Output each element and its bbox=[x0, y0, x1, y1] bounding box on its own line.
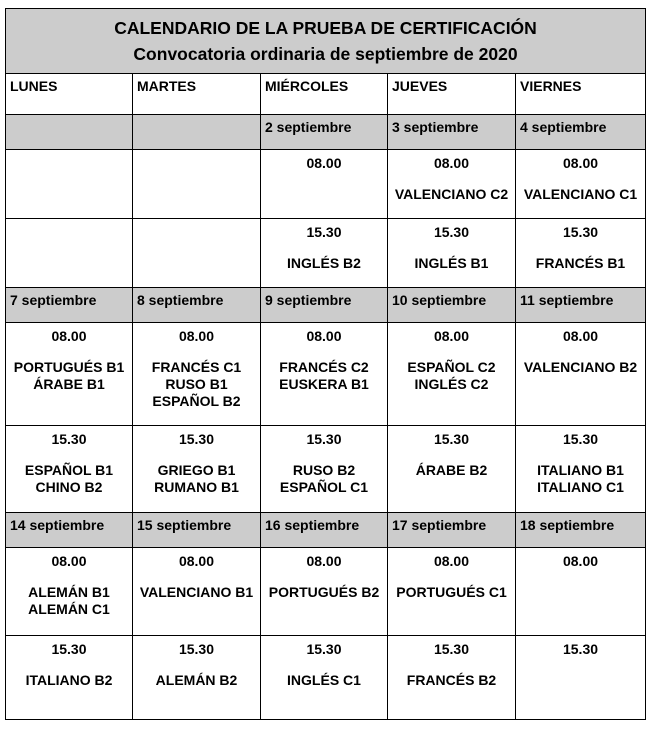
exam-list bbox=[261, 672, 387, 689]
calendar-title: CALENDARIO DE LA PRUEBA DE CERTIFICACIÓN bbox=[114, 18, 537, 38]
exam-name: INGLÉS C2 bbox=[414, 376, 489, 392]
date-cell: 8 septiembre bbox=[133, 288, 261, 323]
exam-list bbox=[133, 359, 260, 410]
calendar-table bbox=[5, 8, 646, 720]
exam-name: FRANCÉS C1 bbox=[151, 359, 242, 375]
exam-name: FRANCÉS C2 bbox=[279, 359, 369, 375]
session-time: 08.00 bbox=[433, 328, 470, 344]
date-row bbox=[6, 115, 646, 150]
afternoon-cell bbox=[6, 636, 133, 720]
day-header-miercoles: MIÉRCOLES bbox=[261, 74, 388, 115]
exam-list bbox=[388, 255, 515, 272]
day-header-row bbox=[6, 74, 646, 115]
exam-list bbox=[6, 359, 132, 393]
afternoon-cell bbox=[261, 219, 388, 288]
date-row bbox=[6, 288, 646, 323]
exam-name: ÁRABE B1 bbox=[33, 376, 105, 392]
morning-cell bbox=[388, 548, 516, 636]
exam-name: GRIEGO B1 bbox=[157, 462, 236, 478]
weeks-body bbox=[6, 115, 646, 720]
exam-list bbox=[261, 462, 387, 496]
session-time: 15.30 bbox=[51, 431, 87, 447]
date-cell: 16 septiembre bbox=[261, 513, 388, 548]
session-time: 15.30 bbox=[306, 641, 342, 657]
date-cell: 7 septiembre bbox=[6, 288, 133, 323]
morning-cell bbox=[388, 150, 516, 219]
exam-name: RUSO B2 bbox=[292, 462, 356, 478]
session-time: 08.00 bbox=[178, 553, 215, 569]
exam-list bbox=[516, 359, 645, 376]
afternoon-cell bbox=[388, 636, 516, 720]
morning-row bbox=[6, 548, 646, 636]
date-cell: 10 septiembre bbox=[388, 288, 516, 323]
day-header-jueves: JUEVES bbox=[388, 74, 516, 115]
exam-name: ALEMÁN B2 bbox=[155, 672, 238, 688]
session-time: 08.00 bbox=[51, 553, 87, 569]
exam-name: PORTUGUÉS B2 bbox=[268, 584, 380, 600]
afternoon-cell bbox=[516, 636, 646, 720]
exam-name: VALENCIANO C2 bbox=[394, 186, 509, 202]
date-cell: 9 septiembre bbox=[261, 288, 388, 323]
title-cell bbox=[6, 9, 646, 74]
exam-name: INGLÉS B2 bbox=[287, 255, 361, 271]
session-time: 15.30 bbox=[562, 641, 599, 657]
exam-name: ALEMÁN B1 bbox=[28, 584, 110, 600]
morning-cell bbox=[133, 548, 261, 636]
session-time: 15.30 bbox=[433, 431, 470, 447]
afternoon-row bbox=[6, 219, 646, 288]
exam-list bbox=[388, 584, 515, 601]
session-time: 08.00 bbox=[306, 155, 342, 171]
exam-list bbox=[133, 462, 260, 496]
afternoon-cell bbox=[133, 426, 261, 513]
exam-list bbox=[388, 359, 515, 393]
afternoon-cell bbox=[133, 636, 261, 720]
morning-cell bbox=[133, 150, 261, 219]
exam-list bbox=[133, 672, 260, 689]
day-header-viernes: VIERNES bbox=[516, 74, 646, 115]
session-time: 08.00 bbox=[433, 155, 470, 171]
afternoon-row bbox=[6, 426, 646, 513]
exam-list bbox=[6, 672, 132, 689]
session-time: 15.30 bbox=[178, 431, 215, 447]
date-cell: 18 septiembre bbox=[516, 513, 646, 548]
morning-cell bbox=[6, 323, 133, 426]
date-cell: 15 septiembre bbox=[133, 513, 261, 548]
date-cell: 4 septiembre bbox=[516, 115, 646, 150]
session-time: 08.00 bbox=[562, 155, 599, 171]
exam-name: ESPAÑOL B1 bbox=[24, 462, 114, 478]
date-cell: 17 septiembre bbox=[388, 513, 516, 548]
session-time: 15.30 bbox=[562, 431, 599, 447]
session-time: 15.30 bbox=[433, 641, 470, 657]
afternoon-cell bbox=[261, 426, 388, 513]
morning-cell bbox=[516, 548, 646, 636]
morning-cell bbox=[133, 323, 261, 426]
exam-name: RUMANO B1 bbox=[154, 479, 239, 495]
title-row bbox=[6, 9, 646, 74]
exam-name: INGLÉS B1 bbox=[414, 255, 489, 271]
afternoon-cell bbox=[516, 426, 646, 513]
morning-cell bbox=[6, 548, 133, 636]
exam-list bbox=[388, 462, 515, 479]
date-cell: 14 septiembre bbox=[6, 513, 133, 548]
exam-name: ITALIANO C1 bbox=[537, 479, 624, 495]
exam-name: ITALIANO B1 bbox=[537, 462, 624, 478]
exam-name: ESPAÑOL B2 bbox=[152, 393, 241, 409]
session-time: 08.00 bbox=[562, 553, 599, 569]
morning-cell bbox=[516, 323, 646, 426]
day-header-lunes: LUNES bbox=[6, 74, 133, 115]
morning-cell bbox=[516, 150, 646, 219]
afternoon-cell bbox=[261, 636, 388, 720]
session-time: 15.30 bbox=[562, 224, 599, 240]
session-time: 15.30 bbox=[51, 641, 87, 657]
exam-name: ESPAÑOL C1 bbox=[279, 479, 369, 495]
session-time: 08.00 bbox=[306, 553, 342, 569]
exam-name: VALENCIANO B1 bbox=[139, 584, 254, 600]
exam-name: VALENCIANO C1 bbox=[523, 186, 638, 202]
exam-name: EUSKERA B1 bbox=[279, 376, 369, 392]
afternoon-cell bbox=[516, 219, 646, 288]
exam-name: RUSO B1 bbox=[165, 376, 228, 392]
morning-cell bbox=[261, 548, 388, 636]
exam-list bbox=[6, 584, 132, 618]
date-row bbox=[6, 513, 646, 548]
session-time: 15.30 bbox=[433, 224, 470, 240]
session-time: 08.00 bbox=[562, 328, 599, 344]
date-cell: 2 septiembre bbox=[261, 115, 388, 150]
morning-cell bbox=[6, 150, 133, 219]
exam-name: VALENCIANO B2 bbox=[523, 359, 638, 375]
session-time: 08.00 bbox=[433, 553, 470, 569]
morning-row bbox=[6, 323, 646, 426]
morning-cell bbox=[388, 323, 516, 426]
calendar-subtitle: Convocatoria ordinaria de septiembre de 2020 bbox=[133, 44, 518, 64]
exam-name: PORTUGUÉS C1 bbox=[396, 584, 507, 600]
exam-name: ALEMÁN C1 bbox=[28, 601, 110, 617]
exam-list bbox=[516, 186, 645, 203]
session-time: 15.30 bbox=[306, 431, 342, 447]
exam-name: ESPAÑOL C2 bbox=[407, 359, 496, 375]
date-cell bbox=[133, 115, 261, 150]
exam-name: INGLÉS C1 bbox=[287, 672, 361, 688]
session-time: 08.00 bbox=[306, 328, 342, 344]
exam-list bbox=[516, 255, 645, 272]
afternoon-cell bbox=[6, 219, 133, 288]
morning-cell bbox=[261, 323, 388, 426]
exam-list bbox=[261, 255, 387, 272]
session-time: 15.30 bbox=[178, 641, 215, 657]
session-time: 08.00 bbox=[178, 328, 215, 344]
morning-row bbox=[6, 150, 646, 219]
exam-name: FRANCÉS B1 bbox=[535, 255, 626, 271]
exam-list bbox=[388, 672, 515, 689]
afternoon-cell bbox=[388, 219, 516, 288]
exam-name: ITALIANO B2 bbox=[25, 672, 113, 688]
exam-list bbox=[388, 186, 515, 203]
exam-name: FRANCÉS B2 bbox=[406, 672, 497, 688]
exam-name: ÁRABE B2 bbox=[415, 462, 488, 478]
date-cell: 11 septiembre bbox=[516, 288, 646, 323]
afternoon-cell bbox=[6, 426, 133, 513]
exam-list bbox=[133, 584, 260, 601]
calendar-container bbox=[5, 8, 646, 720]
exam-name: PORTUGUÉS B1 bbox=[13, 359, 125, 375]
exam-list bbox=[516, 462, 645, 496]
session-time: 08.00 bbox=[51, 328, 87, 344]
session-time: 15.30 bbox=[306, 224, 342, 240]
date-cell bbox=[6, 115, 133, 150]
morning-cell bbox=[261, 150, 388, 219]
exam-list bbox=[261, 359, 387, 393]
afternoon-cell bbox=[388, 426, 516, 513]
exam-list bbox=[261, 584, 387, 601]
exam-list bbox=[6, 462, 132, 496]
date-cell: 3 septiembre bbox=[388, 115, 516, 150]
afternoon-cell bbox=[133, 219, 261, 288]
exam-name: CHINO B2 bbox=[35, 479, 103, 495]
day-header-martes: MARTES bbox=[133, 74, 261, 115]
afternoon-row bbox=[6, 636, 646, 720]
